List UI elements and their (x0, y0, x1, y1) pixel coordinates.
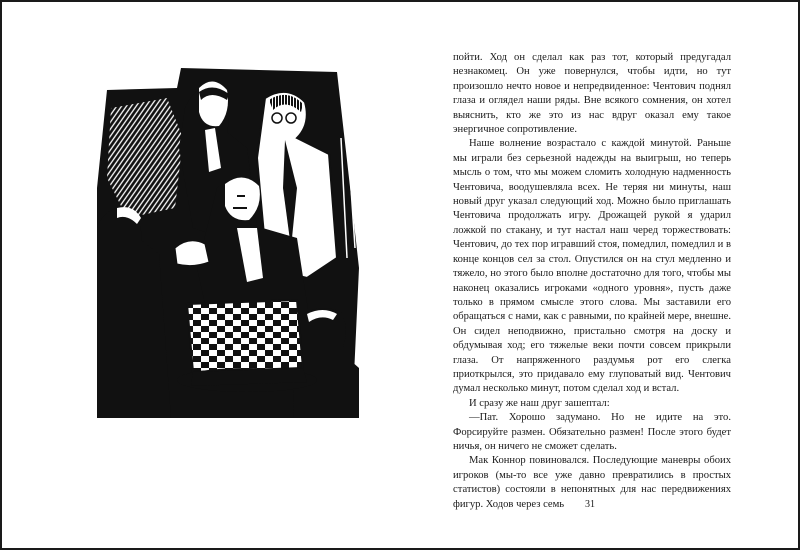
paragraph: пойти. Ход он сделал как раз тот, который предугадал незнакомец. Он уже повернулся, чтобы идти, но тут произошло нечто новое и непредвиденное: Чентович поднял глаза и оглядел наши ряды. Вне всякого сомнения, он хотел выяснить, кто же это из нас вдруг оказал ему такое энергичное сопротивление. (453, 52, 731, 136)
paragraph: И сразу же наш друг зашептал: (469, 397, 610, 409)
paragraph: Наше волнение возрастало с каждой минутой. Раньше мы играли без серьезной надежды на выигрыш, но теперь мысль о том, что мы можем сломить холодную надменность Чентовича, воодушевляла всех. Не теряя ни минуты, наш новый друг указал следующий ход. Можно было приглашать Чентовича продолжать игру. Дрожащей рукой я ударил ложкой по стакану, и тут настал наш черед торжествовать: Чентович, до тех пор игравший стоя, помедлил, помедлил и в конце концов сел за стол. Опустился он на стул медленно и тяжело, но этого было вполне достаточно для того, чтобы мы наконец оказались игроками «одного уровня», пусть даже только в прямом смысле этого слова. Мы заставили его обращаться с нами, как с равными, по крайней мере, внешне. Он сидел неподвижно, пристально смотря на доску и обдумывая ход; его тяжелые веки почти совсем прикрыли глаза. От напряженного раздумья рот его слегка приоткрылся, это придавало ему глуповатый вид. Чентович думал несколько минут, потом сделал ход и встал. (453, 138, 731, 395)
dialogue-paragraph: —Пат. Хорошо задумано. Но не идите на это. Форсируйте размен. Обязательно размен! После этого будет ничья, он ничего не сможет сделать. (453, 412, 731, 452)
paragraph: Мак Коннор повиновался. Последующие маневры обоих игроков (мы-то все уже давно превратились в простых статистов) состояли в непонятных для нас передвижениях фигур. Ходов через семь (453, 455, 731, 510)
chess-players-illustration (97, 68, 362, 428)
text-column (453, 51, 731, 512)
page-number: 31 (585, 499, 595, 510)
